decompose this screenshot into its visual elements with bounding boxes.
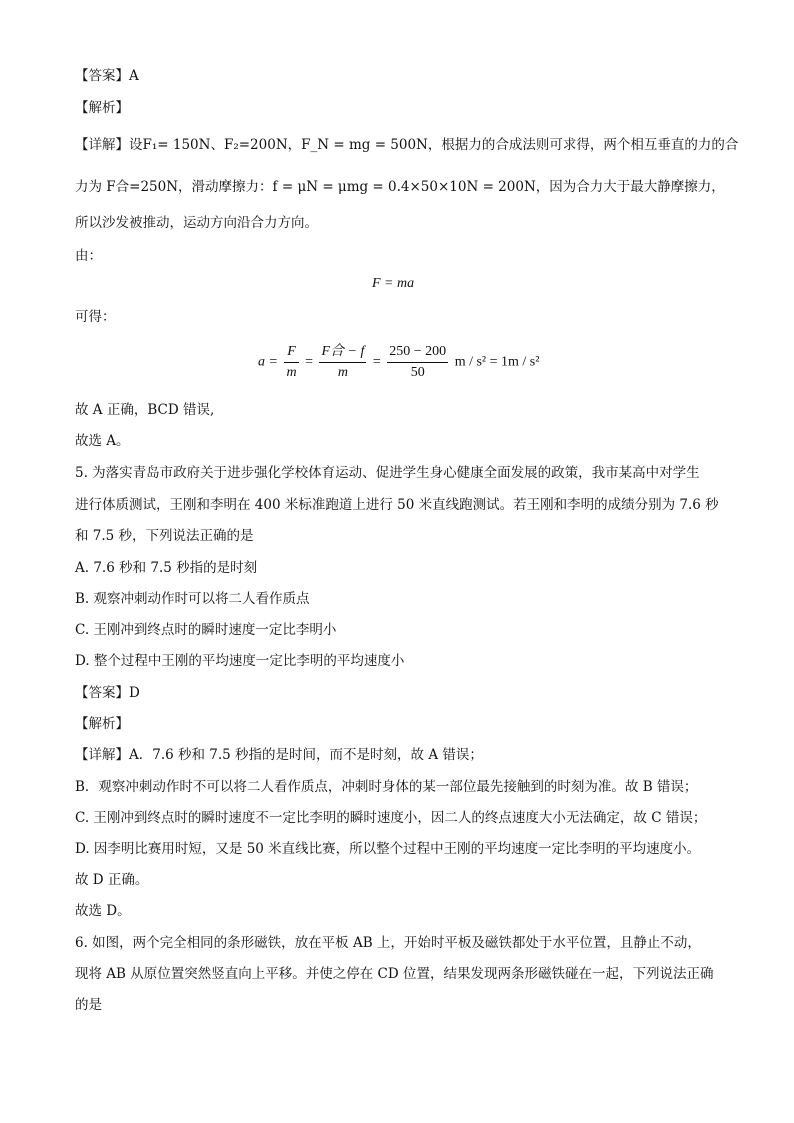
fraction-f-over-m: $\frac{F}{m}$	[286, 344, 297, 380]
q4-detail-line-1: 【详解】设F₁= 150N、F₂=200N，F_N = mg = 500N，根据力的合成法则可求得，两个相互垂直的力的合	[75, 137, 739, 153]
q5-option-b: B. 观察冲刺动作时可以将二人看作质点	[75, 591, 310, 607]
q4-answer-tag: 【答案】A	[75, 68, 139, 84]
q5-option-c: C. 王刚冲到终点时的瞬时速度一定比李明小	[75, 622, 337, 638]
q6-stem-line-2: 现将 AB 从原位置突然竖直向上平移。并使之停在 CD 位置，结果发现两条形磁铁碰在一起，下列说法正确	[75, 966, 714, 982]
q5-analysis-tag: 【解析】	[75, 716, 129, 732]
q6-stem-line-1: 6. 如图，两个完全相同的条形磁铁，放在平板 AB 上，开始时平板及磁铁都处于水平位置，且静止不动，	[75, 935, 701, 951]
q5-stem-line-3: 和 7.5 秒，下列说法正确的是	[75, 528, 254, 544]
q5-stem-line-2: 进行体质测试，王刚和李明在 400 米标准跑道上进行 50 米直线跑测试。若王刚和李明的成绩分别为 7.6 秒	[75, 497, 719, 513]
fraction-net-force-over-m: $\frac{\text{F合 − f}}{m}$	[321, 344, 365, 380]
q5-answer-tag: 【答案】D	[75, 685, 140, 701]
q4-detail-line-3: 所以沙发被推动，运动方向沿合力方向。	[75, 215, 318, 231]
q4-choice: 故选 A。	[75, 433, 130, 449]
q5-detail-d-conclusion: 故 D 正确。	[75, 872, 149, 888]
q4-conclusion: 故 A 正确，BCD 错误,	[75, 402, 215, 418]
q5-detail-d: D. 因李明比赛用时短，又是 50 米直线比赛，所以整个过程中王刚的平均速度一定比李明的平均速度小。	[75, 841, 701, 857]
equation-newton-second-law: F = ma	[372, 276, 415, 291]
q5-choice: 故选 D。	[75, 903, 131, 919]
q5-option-d: D. 整个过程中王刚的平均速度一定比李明的平均速度小	[75, 653, 405, 669]
eq-lhs: a =	[258, 354, 278, 370]
q5-stem-line-1: 5. 为落实青岛市政府关于进步强化学校体育运动、促进学生身心健康全面发展的政策，我市某高中对学生	[75, 465, 700, 481]
q6-stem-line-3: 的是	[75, 997, 102, 1013]
q5-option-a: A. 7.6 秒和 7.5 秒指的是时刻	[75, 560, 258, 576]
equation-acceleration: a = $\frac{F}{m}$ = $\frac{\text{F合 − f}}{m}$ = $\frac{250 - 200}{50}$ m / s² = 1m / s²	[258, 344, 540, 380]
q4-analysis-tag: 【解析】	[75, 100, 129, 116]
fraction-numeric: $\frac{250 - 200}{50}$	[389, 344, 447, 380]
q4-detail-line-2: 力为 F合=250N，滑动摩擦力：f = μN = μmg = 0.4×50×10N = 200N，因为合力大于最大静摩擦力，	[75, 179, 725, 195]
q5-detail-c: C. 王刚冲到终点时的瞬时速度不一定比李明的瞬时速度小，因二人的终点速度大小无法确定，故 C 错误；	[75, 810, 707, 826]
q4-by-label: 由：	[75, 248, 102, 264]
q4-obtain-label: 可得：	[75, 309, 116, 325]
q5-detail-a: 【详解】A．7.6 秒和 7.5 秒指的是时间，而不是时刻，故 A 错误；	[75, 747, 483, 763]
eq-units: m / s² = 1m / s²	[454, 354, 540, 370]
q5-detail-b: B．观察冲刺动作时不可以将二人看作质点，冲刺时身体的某一部位最先接触到的时刻为准。故 B 错误；	[75, 779, 698, 795]
